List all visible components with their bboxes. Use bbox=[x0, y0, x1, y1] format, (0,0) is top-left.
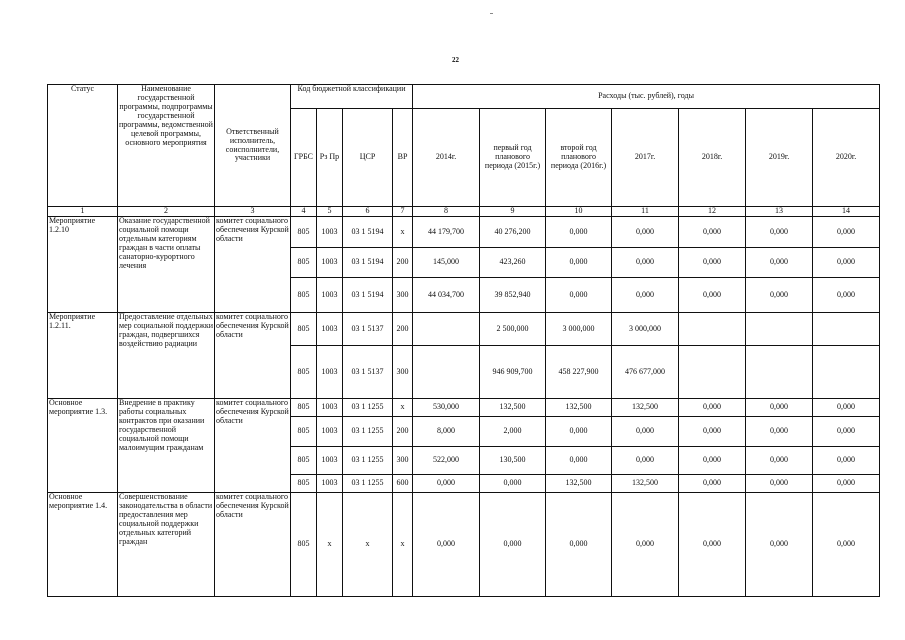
value-cell: 946 909,700 bbox=[480, 346, 546, 399]
value-cell: 530,000 bbox=[413, 399, 480, 417]
column-number: 5 bbox=[317, 207, 343, 217]
value-cell: 0,000 bbox=[612, 217, 679, 248]
value-cell bbox=[679, 346, 746, 399]
status-cell: Основное мероприятие 1.3. bbox=[48, 399, 118, 493]
table-row bbox=[48, 217, 880, 248]
value-cell: 458 227,900 bbox=[546, 346, 612, 399]
value-cell: 3 000,000 bbox=[612, 313, 679, 346]
value-cell: 132,500 bbox=[612, 399, 679, 417]
value-cell: 132,500 bbox=[612, 475, 679, 493]
rzpr-cell: 1003 bbox=[317, 313, 343, 346]
value-cell: 0,000 bbox=[813, 493, 880, 597]
grbs-cell: 805 bbox=[291, 313, 317, 346]
value-cell bbox=[746, 313, 813, 346]
value-cell: 0,000 bbox=[546, 417, 612, 447]
column-number: 10 bbox=[546, 207, 612, 217]
vr-cell: 600 bbox=[393, 475, 413, 493]
value-cell bbox=[813, 346, 880, 399]
value-cell: 0,000 bbox=[679, 475, 746, 493]
column-number: 8 bbox=[413, 207, 480, 217]
value-cell: 39 852,940 bbox=[480, 278, 546, 313]
csr-cell: 03 1 5194 bbox=[343, 278, 393, 313]
vr-cell: 300 bbox=[393, 346, 413, 399]
header-vr: ВР bbox=[393, 109, 413, 207]
value-cell bbox=[746, 346, 813, 399]
vr-cell: 300 bbox=[393, 278, 413, 313]
csr-cell: 03 1 1255 bbox=[343, 417, 393, 447]
value-cell: 0,000 bbox=[546, 493, 612, 597]
value-cell: 0,000 bbox=[813, 417, 880, 447]
value-cell: 0,000 bbox=[746, 493, 813, 597]
header-csr: ЦСР bbox=[343, 109, 393, 207]
header-rzpr: Рз Пр bbox=[317, 109, 343, 207]
value-cell: 0,000 bbox=[746, 248, 813, 278]
vr-cell: 200 bbox=[393, 248, 413, 278]
value-cell: 132,500 bbox=[480, 399, 546, 417]
grbs-cell: 805 bbox=[291, 447, 317, 475]
grbs-cell: 805 bbox=[291, 493, 317, 597]
responsible-cell: комитет социального обеспечения Курской области bbox=[215, 399, 291, 493]
header-expenses: Расходы (тыс. рублей), годы bbox=[413, 85, 880, 109]
vr-cell: 200 bbox=[393, 417, 413, 447]
name-cell: Совершенствование законодательства в области предоставления мер социальной поддержки отдельных категорий граждан bbox=[118, 493, 215, 597]
column-number: 2 bbox=[118, 207, 215, 217]
value-cell: 132,500 bbox=[546, 475, 612, 493]
value-cell: 0,000 bbox=[813, 248, 880, 278]
value-cell: 476 677,000 bbox=[612, 346, 679, 399]
value-cell: 0,000 bbox=[612, 278, 679, 313]
column-number: 3 bbox=[215, 207, 291, 217]
value-cell bbox=[413, 346, 480, 399]
grbs-cell: 805 bbox=[291, 278, 317, 313]
name-cell: Внедрение в практику работы социальных контрактов при оказании государственной социальной помощи малоимущим гражданам bbox=[118, 399, 215, 493]
column-number: 12 bbox=[679, 207, 746, 217]
value-cell bbox=[813, 313, 880, 346]
header-status: Статус bbox=[48, 85, 118, 207]
value-cell bbox=[679, 313, 746, 346]
header-year: 2018г. bbox=[679, 109, 746, 207]
csr-cell: 03 1 1255 bbox=[343, 399, 393, 417]
rzpr-cell: 1003 bbox=[317, 475, 343, 493]
rzpr-cell: 1003 bbox=[317, 346, 343, 399]
vr-cell: х bbox=[393, 493, 413, 597]
value-cell: 0,000 bbox=[813, 217, 880, 248]
value-cell: 130,500 bbox=[480, 447, 546, 475]
header-year: 2019г. bbox=[746, 109, 813, 207]
header-year: второй год планового периода (2016г.) bbox=[546, 109, 612, 207]
value-cell: 0,000 bbox=[413, 475, 480, 493]
csr-cell: 03 1 5194 bbox=[343, 217, 393, 248]
column-number: 9 bbox=[480, 207, 546, 217]
value-cell: 0,000 bbox=[546, 447, 612, 475]
value-cell: 0,000 bbox=[746, 417, 813, 447]
column-number: 7 bbox=[393, 207, 413, 217]
column-number: 1 bbox=[48, 207, 118, 217]
grbs-cell: 805 bbox=[291, 248, 317, 278]
value-cell: 0,000 bbox=[679, 217, 746, 248]
value-cell bbox=[413, 313, 480, 346]
status-cell: Основное мероприятие 1.4. bbox=[48, 493, 118, 597]
header-grbs: ГРБС bbox=[291, 109, 317, 207]
responsible-cell: комитет социального обеспечения Курской области bbox=[215, 313, 291, 399]
csr-cell: х bbox=[343, 493, 393, 597]
value-cell: 0,000 bbox=[679, 248, 746, 278]
value-cell: 0,000 bbox=[746, 399, 813, 417]
value-cell: 2,000 bbox=[480, 417, 546, 447]
value-cell: 0,000 bbox=[546, 278, 612, 313]
vr-cell: х bbox=[393, 399, 413, 417]
value-cell: 145,000 bbox=[413, 248, 480, 278]
column-number-row bbox=[48, 207, 880, 217]
table-row bbox=[48, 493, 880, 597]
grbs-cell: 805 bbox=[291, 399, 317, 417]
header-budget-code: Код бюджетной классификации bbox=[291, 85, 413, 109]
value-cell: 0,000 bbox=[679, 447, 746, 475]
csr-cell: 03 1 5137 bbox=[343, 346, 393, 399]
rzpr-cell: 1003 bbox=[317, 447, 343, 475]
budget-table bbox=[47, 84, 880, 597]
rzpr-cell: х bbox=[317, 493, 343, 597]
column-number: 14 bbox=[813, 207, 880, 217]
table-row bbox=[48, 399, 880, 417]
value-cell: 0,000 bbox=[612, 447, 679, 475]
value-cell: 0,000 bbox=[813, 399, 880, 417]
value-cell: 0,000 bbox=[679, 399, 746, 417]
value-cell: 8,000 bbox=[413, 417, 480, 447]
csr-cell: 03 1 1255 bbox=[343, 447, 393, 475]
value-cell: 0,000 bbox=[480, 493, 546, 597]
rzpr-cell: 1003 bbox=[317, 217, 343, 248]
value-cell: 0,000 bbox=[679, 417, 746, 447]
grbs-cell: 805 bbox=[291, 417, 317, 447]
page-number: 22 bbox=[452, 56, 459, 64]
value-cell: 0,000 bbox=[546, 217, 612, 248]
table-row bbox=[48, 313, 880, 346]
responsible-cell: комитет социального обеспечения Курской области bbox=[215, 493, 291, 597]
value-cell: 0,000 bbox=[746, 278, 813, 313]
value-cell: 40 276,200 bbox=[480, 217, 546, 248]
value-cell: 0,000 bbox=[480, 475, 546, 493]
value-cell: 0,000 bbox=[612, 417, 679, 447]
value-cell: 132,500 bbox=[546, 399, 612, 417]
value-cell: 0,000 bbox=[746, 217, 813, 248]
header-year: 2017г. bbox=[612, 109, 679, 207]
value-cell: 0,000 bbox=[612, 493, 679, 597]
value-cell: 0,000 bbox=[546, 248, 612, 278]
value-cell: 0,000 bbox=[413, 493, 480, 597]
value-cell: 0,000 bbox=[813, 278, 880, 313]
vr-cell: 200 bbox=[393, 313, 413, 346]
header-name: Наименование государственной программы, подпрограммы государственной программы, ведомственной целевой программы, основного мероприятия bbox=[118, 85, 215, 207]
value-cell: 44 179,700 bbox=[413, 217, 480, 248]
csr-cell: 03 1 1255 bbox=[343, 475, 393, 493]
column-number: 13 bbox=[746, 207, 813, 217]
vr-cell: 300 bbox=[393, 447, 413, 475]
value-cell: 522,000 bbox=[413, 447, 480, 475]
csr-cell: 03 1 5194 bbox=[343, 248, 393, 278]
status-cell: Мероприятие 1.2.10 bbox=[48, 217, 118, 313]
value-cell: 0,000 bbox=[746, 475, 813, 493]
status-cell: Мероприятие 1.2.11. bbox=[48, 313, 118, 399]
grbs-cell: 805 bbox=[291, 346, 317, 399]
scan-speck bbox=[490, 13, 493, 14]
column-number: 6 bbox=[343, 207, 393, 217]
column-number: 11 bbox=[612, 207, 679, 217]
value-cell: 423,260 bbox=[480, 248, 546, 278]
vr-cell: х bbox=[393, 217, 413, 248]
name-cell: Предоставление отдельных мер социальной поддержки граждан, подвергшихся воздействию радиации bbox=[118, 313, 215, 399]
header-responsible: Ответственный исполнитель, соисполнители, участники bbox=[215, 85, 291, 207]
value-cell: 0,000 bbox=[679, 278, 746, 313]
grbs-cell: 805 bbox=[291, 475, 317, 493]
value-cell: 0,000 bbox=[813, 475, 880, 493]
rzpr-cell: 1003 bbox=[317, 399, 343, 417]
header-year: первый год планового периода (2015г.) bbox=[480, 109, 546, 207]
rzpr-cell: 1003 bbox=[317, 278, 343, 313]
value-cell: 3 000,000 bbox=[546, 313, 612, 346]
value-cell: 44 034,700 bbox=[413, 278, 480, 313]
header-year: 2014г. bbox=[413, 109, 480, 207]
column-number: 4 bbox=[291, 207, 317, 217]
value-cell: 0,000 bbox=[746, 447, 813, 475]
rzpr-cell: 1003 bbox=[317, 417, 343, 447]
rzpr-cell: 1003 bbox=[317, 248, 343, 278]
value-cell: 0,000 bbox=[612, 248, 679, 278]
name-cell: Оказание государственной социальной помощи отдельным категориям граждан в части оплаты санаторно-курортного лечения bbox=[118, 217, 215, 313]
value-cell: 0,000 bbox=[679, 493, 746, 597]
value-cell: 2 500,000 bbox=[480, 313, 546, 346]
value-cell: 0,000 bbox=[813, 447, 880, 475]
grbs-cell: 805 bbox=[291, 217, 317, 248]
responsible-cell: комитет социального обеспечения Курской области bbox=[215, 217, 291, 313]
csr-cell: 03 1 5137 bbox=[343, 313, 393, 346]
header-year: 2020г. bbox=[813, 109, 880, 207]
